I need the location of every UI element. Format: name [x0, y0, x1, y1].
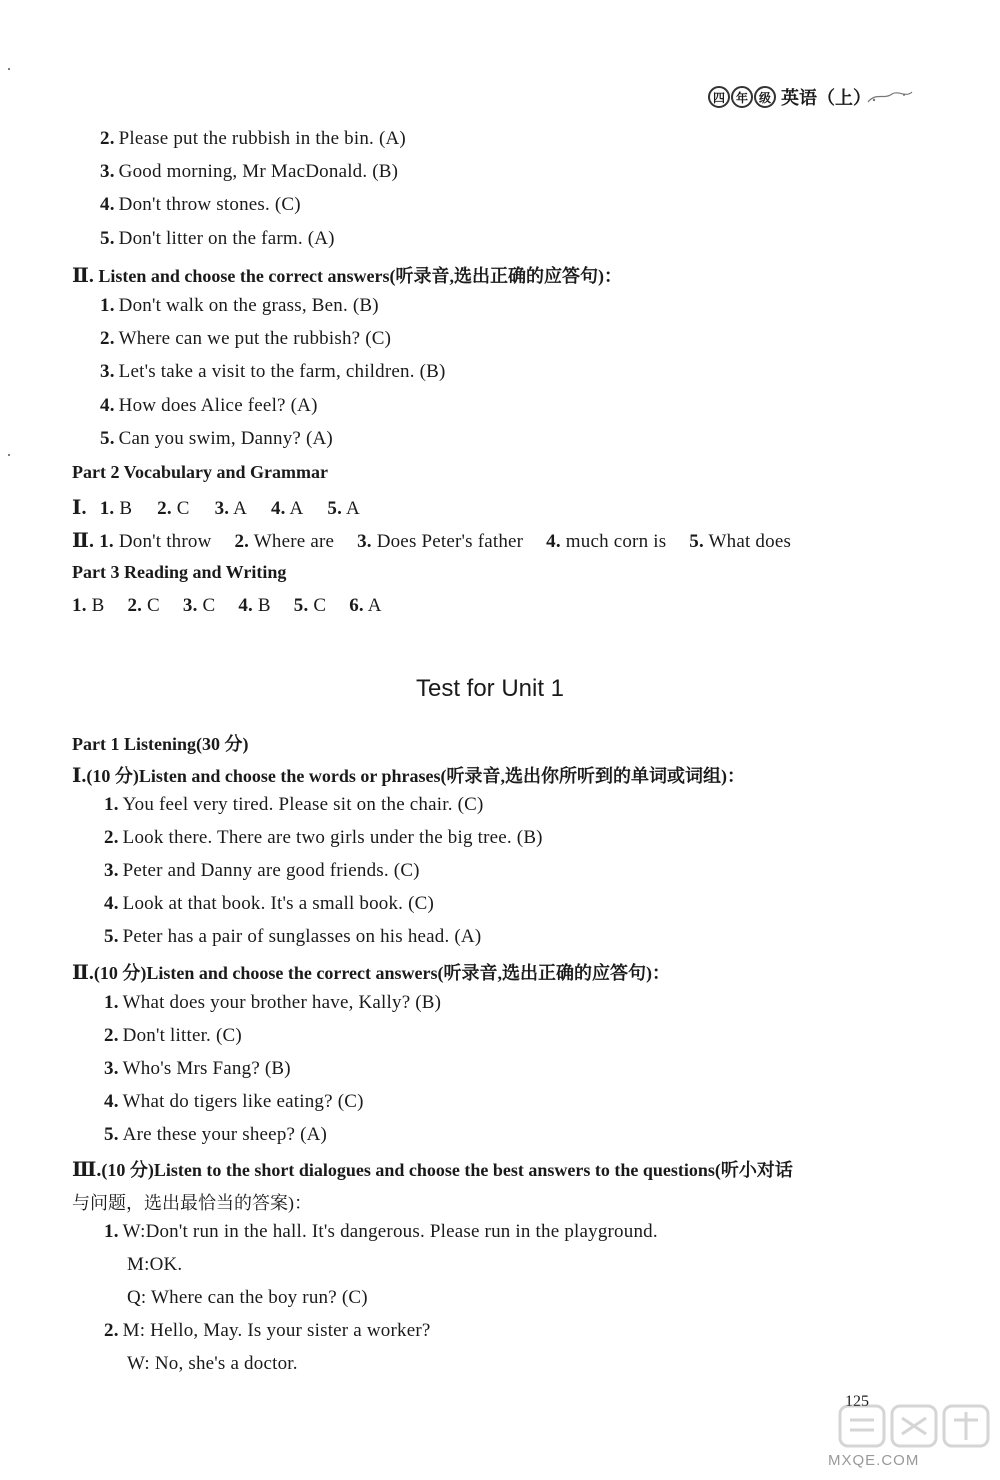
dialogue-line: M:OK. — [127, 1254, 183, 1275]
list-item: 5. Peter has a pair of sunglasses on his head. (A) — [104, 926, 482, 947]
list-item: 3. Good morning, Mr MacDonald. (B) — [100, 161, 399, 182]
margin-speck — [8, 68, 10, 70]
subject-label: 英语（上） — [781, 88, 871, 108]
grade-badge-char: 四 — [708, 86, 730, 108]
dialogue-line: W: No, she's a doctor. — [127, 1353, 298, 1374]
margin-speck — [8, 454, 10, 456]
running-header — [708, 84, 871, 110]
list-item: 4. Don't throw stones. (C) — [100, 194, 301, 215]
list-item: 1. Don't walk on the grass, Ben. (B) — [100, 295, 379, 316]
answer-row: Ⅰ. 1. B 2. C 3. A 4. A 5. A — [72, 497, 360, 519]
list-item: 4. What do tigers like eating? (C) — [104, 1091, 364, 1112]
page-title: Test for Unit 1 — [415, 675, 565, 702]
list-item: 5. Are these your sheep? (A) — [104, 1124, 328, 1145]
section-heading: Ⅱ.(10 分)Listen and choose the correct answers(听录音,选出正确的应答句)： — [72, 962, 670, 984]
list-item: 4. How does Alice feel? (A) — [100, 395, 318, 416]
grade-badge-char: 年 — [731, 86, 753, 108]
list-item: 3. Let's take a visit to the farm, children. (B) — [100, 361, 446, 382]
list-item: 5. Can you swim, Danny? (A) — [100, 428, 333, 449]
answer-row: 1. B 2. C 3. C 4. B 5. C 6. A — [72, 595, 382, 616]
page-number: 125 — [845, 1393, 869, 1410]
answer-row: Ⅱ. 1. Don't throw 2. Where are 3. Does Peter's father 4. much corn is 5. What does — [72, 530, 792, 552]
list-item: 1. What does your brother have, Kally? (B) — [104, 992, 442, 1013]
header-decoration-icon — [866, 86, 914, 106]
list-item: 2. Please put the rubbish in the bin. (A) — [100, 128, 406, 149]
section-heading: Ⅰ.(10 分)Listen and choose the words or phrases(听录音,选出你所听到的单词或词组)： — [72, 765, 746, 787]
list-item: 2. Look there. There are two girls under the big tree. (B) — [104, 827, 543, 848]
list-item: 2. Don't litter. (C) — [104, 1025, 242, 1046]
list-item: 4. Look at that book. It's a small book. (C) — [104, 893, 435, 914]
dialogue-line: 1. W:Don't run in the hall. It's dangerous. Please run in the playground. — [104, 1221, 658, 1242]
list-item: 2. Where can we put the rubbish? (C) — [100, 328, 392, 349]
watermark-text: MXQE.COM — [828, 1452, 920, 1469]
list-item: 3. Who's Mrs Fang? (B) — [104, 1058, 291, 1079]
list-item: 1. You feel very tired. Please sit on the chair. (C) — [104, 794, 484, 815]
section-heading: Ⅲ.(10 分)Listen to the short dialogues and choose the best answers to the questions(听小对话 — [72, 1159, 793, 1181]
part-heading: Part 2 Vocabulary and Grammar — [72, 462, 328, 482]
list-item: 3. Peter and Danny are good friends. (C) — [104, 860, 420, 881]
section-heading: Ⅱ. Listen and choose the correct answers(听录音,选出正确的应答句)： — [72, 265, 622, 287]
list-item: 5. Don't litter on the farm. (A) — [100, 228, 335, 249]
dialogue-line: 2. M: Hello, May. Is your sister a worker? — [104, 1320, 431, 1341]
part-heading: Part 3 Reading and Writing — [72, 562, 287, 582]
dialogue-question: Q: Where can the boy run? (C) — [127, 1287, 368, 1308]
grade-badge-char: 级 — [754, 86, 776, 108]
section-heading-continued: 与问题，选出最恰当的答案)： — [72, 1193, 312, 1213]
part-heading: Part 1 Listening(30 分) — [72, 734, 249, 754]
